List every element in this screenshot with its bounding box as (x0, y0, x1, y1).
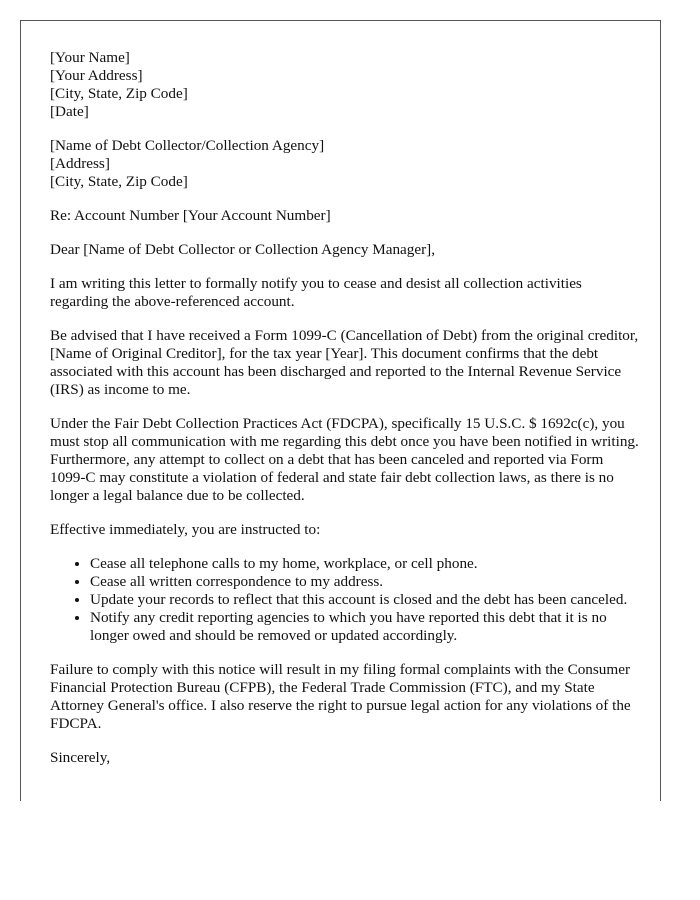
recipient-city-state-zip: [City, State, Zip Code] (50, 173, 188, 190)
paragraph-fdcpa: Under the Fair Debt Collection Practices Act (FDCPA), specifically 15 U.S.C. $ 1692c(c), you must stop all communication with me regarding this debt once you have been notified in writing. Furthermore, any attempt to collect on a debt that has been canceled and reported via Form 1099-C may constitute a violation of federal and state fair debt collection laws, as there is no longer a legal balance due to be collected. (50, 415, 639, 504)
list-item: • Notify any credit reporting agencies to which you have reported this debt that it is no longer owed and should be removed or updated accordingly. (90, 609, 640, 645)
list-item: • Update your records to reflect that this account is closed and the debt has been canceled. (90, 591, 640, 609)
recipient-block (50, 137, 640, 191)
list-item: • Cease all written correspondence to my address. (90, 573, 640, 591)
recipient-name: [Name of Debt Collector/Collection Agency] (50, 137, 325, 154)
sender-date: [Date] (50, 103, 89, 120)
letter-page (20, 20, 661, 801)
sender-name: [Your Name] (50, 49, 130, 66)
paragraph-instructions-lead: Effective immediately, you are instructed to: (50, 521, 321, 538)
salutation: Dear [Name of Debt Collector or Collection Agency Manager], (50, 241, 436, 258)
paragraph-closing: Failure to comply with this notice will result in my filing formal complaints with the Consumer Financial Protection Bureau (CFPB), the Federal Trade Commission (FTC), and my State Attorney General's office. I also reserve the right to pursue legal action for any violations of the FDCPA. (50, 661, 631, 732)
instruction-list (50, 555, 640, 645)
sign-off: Sincerely, (50, 749, 111, 766)
sender-block (50, 49, 640, 121)
recipient-address: [Address] (50, 155, 110, 172)
paragraph-intro: I am writing this letter to formally notify you to cease and desist all collection activities regarding the above-referenced account. (50, 275, 582, 310)
letter-body (50, 49, 640, 783)
sender-city-state-zip: [City, State, Zip Code] (50, 85, 188, 102)
paragraph-1099c: Be advised that I have received a Form 1099-C (Cancellation of Debt) from the original creditor, [Name of Original Creditor], for the tax year [Year]. This document confirms that the debt associated with this account has been discharged and reported to the Internal Revenue Service (IRS) as income to me. (50, 327, 639, 398)
sender-address: [Your Address] (50, 67, 143, 84)
re-line: Re: Account Number [Your Account Number] (50, 207, 331, 224)
list-item: • Cease all telephone calls to my home, workplace, or cell phone. (90, 555, 640, 573)
